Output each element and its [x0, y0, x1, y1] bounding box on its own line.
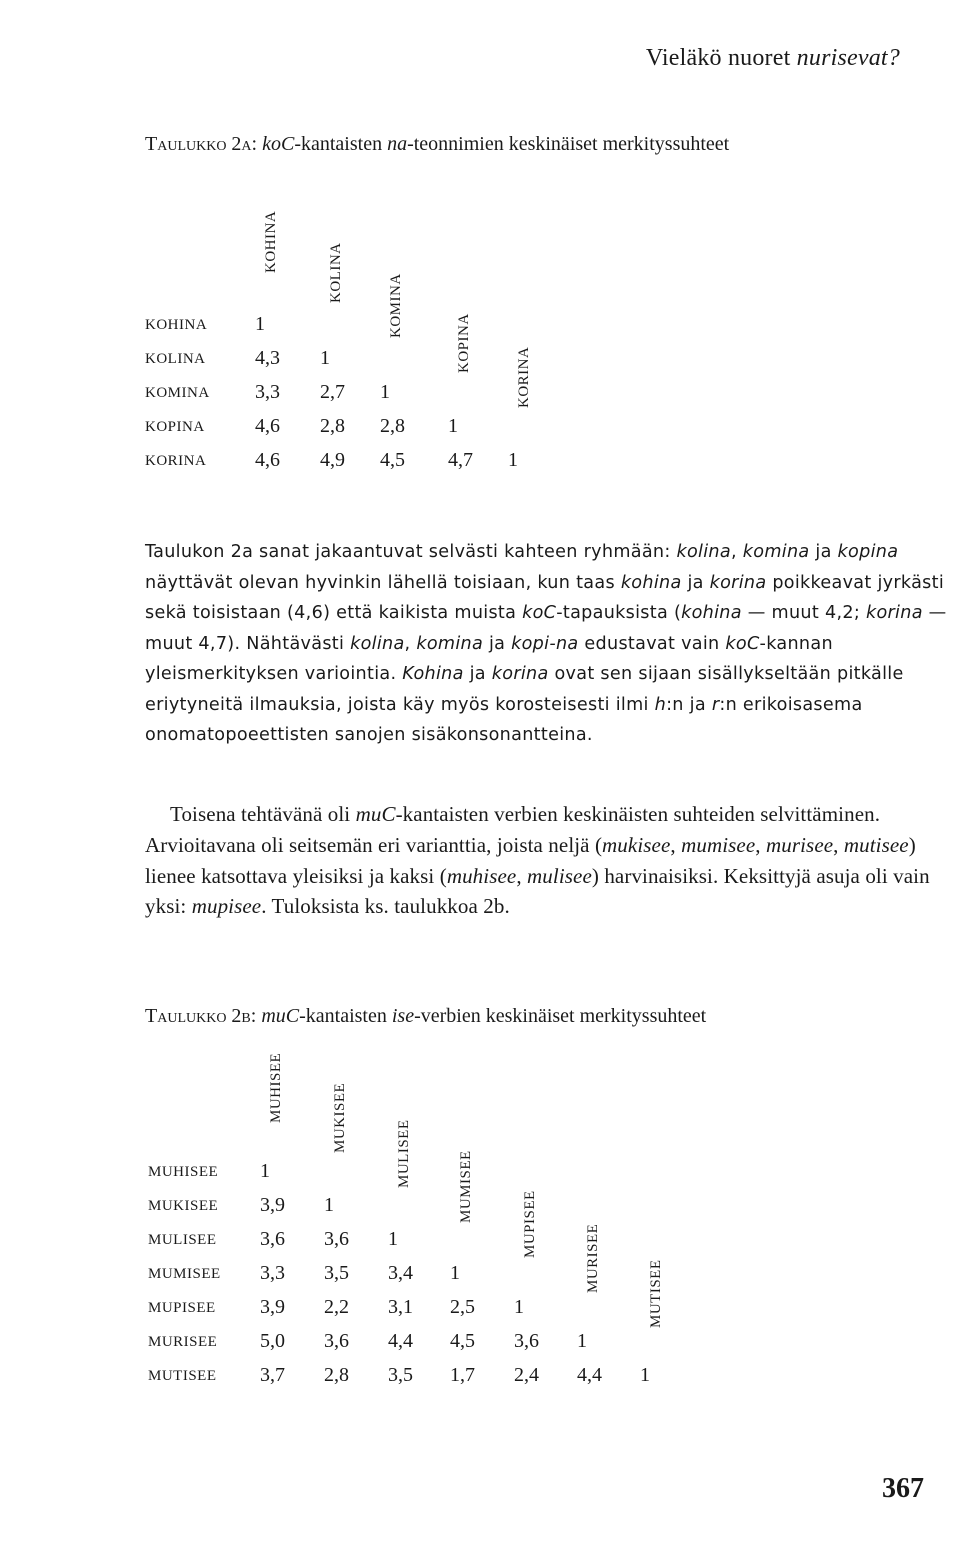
row-label: MUMISEE [148, 1266, 221, 1282]
matrix-cell: 3,5 [388, 1364, 413, 1386]
column-header: KOMINA [388, 273, 404, 338]
text-run: poikkeavat jyrkästi sekä toisistaan (4,6) että kaikista muista [145, 572, 945, 623]
table-2b-label: Taulukko 2b: [145, 1005, 257, 1027]
column-header: MUMISEE [458, 1150, 474, 1223]
text-run: , [833, 832, 844, 857]
text-run: , [755, 832, 766, 857]
text-run: h [654, 694, 667, 715]
matrix-cell: 4,4 [577, 1364, 602, 1386]
matrix-cell: 1 [448, 415, 458, 437]
row-label: KOPINA [145, 419, 205, 435]
text-run: , [670, 832, 682, 857]
text-run: kohina [620, 572, 682, 593]
table-2b-caption-mid: -kantaisten [299, 1005, 392, 1027]
matrix-cell: 3,6 [514, 1330, 539, 1352]
matrix-cell: 1 [640, 1364, 650, 1386]
matrix-cell: 2,8 [324, 1364, 349, 1386]
matrix-cell: 1 [514, 1296, 524, 1318]
column-header: MUPISEE [522, 1190, 538, 1258]
text-run: ) lienee katsottava yleisiksi ja kaksi ( [145, 832, 916, 888]
matrix-cell: 2,7 [320, 381, 345, 403]
page-number: 367 [882, 1473, 924, 1504]
table-2b-caption-ise: ise [391, 1005, 415, 1027]
text-run: ja [483, 633, 512, 654]
text-run: ja [809, 542, 838, 562]
text-run: koC [522, 603, 557, 623]
column-header: MULISEE [396, 1119, 412, 1188]
matrix-cell: 3,4 [388, 1262, 413, 1284]
paragraph-1 [145, 537, 955, 751]
column-header: KORINA [516, 346, 532, 408]
matrix-cell: 3,6 [260, 1228, 285, 1250]
matrix-cell: 3,6 [324, 1330, 349, 1352]
text-run: -kantaisten verbien keskinäisten suhteiden selvittäminen. Arvioitavana oli seitsemän eri varianttia, joista neljä ( [145, 802, 881, 857]
text-run: :n erikoisasema onomatopoeettisten sanojen sisäkonsonantteina. [145, 694, 863, 745]
text-run: kolina [350, 633, 405, 654]
matrix-cell: 4,6 [255, 449, 280, 471]
paragraph-2 [145, 799, 955, 922]
matrix-cell: 2,2 [324, 1296, 349, 1318]
text-run: Taulukon 2a sanat jakaantuvat selvästi kahteen ryhmään: [145, 542, 677, 562]
matrix-cell: 1,7 [450, 1364, 475, 1386]
matrix-cell: 3,1 [388, 1296, 413, 1318]
text-run: muC [355, 802, 396, 826]
running-header [646, 45, 900, 72]
matrix-cell: 2,5 [450, 1296, 475, 1318]
text-run: kolina [676, 542, 731, 562]
matrix-cell: 1 [255, 313, 265, 335]
text-run: Kohina [402, 664, 464, 684]
column-header: MUTISEE [648, 1259, 664, 1328]
matrix-cell: 4,4 [388, 1330, 413, 1352]
row-label: KOLINA [145, 351, 206, 367]
text-run: Toisena tehtävänä oli [170, 802, 356, 826]
matrix-cell: 5,0 [260, 1330, 285, 1352]
matrix-cell: 3,9 [260, 1194, 285, 1216]
matrix-cell: 3,7 [260, 1364, 285, 1386]
column-header: MUHISEE [268, 1052, 284, 1123]
text-run: muhisee [446, 863, 517, 888]
matrix-cell: 3,9 [260, 1296, 285, 1318]
text-run: -tapauksista ( [556, 603, 682, 623]
matrix-cell: 2,8 [380, 415, 405, 437]
matrix-cell: 3,6 [324, 1228, 349, 1250]
matrix-cell: 3,3 [260, 1262, 285, 1284]
running-title-italic: nurisevat? [796, 45, 900, 71]
text-run: korina [865, 603, 923, 623]
text-run: mukisee [602, 832, 671, 857]
table-2a-caption-na: na [387, 133, 408, 155]
table-2b-caption [145, 1005, 706, 1028]
text-run: koC [725, 633, 760, 654]
text-run: — muut 4,2; [741, 603, 866, 623]
text-run: r [711, 694, 720, 715]
matrix-cell: 4,9 [320, 449, 345, 471]
text-run: komina [416, 633, 484, 654]
row-label: MUHISEE [148, 1164, 219, 1180]
row-label: MURISEE [148, 1334, 218, 1350]
matrix-cell: 4,5 [380, 449, 405, 471]
row-label: KOMINA [145, 385, 210, 401]
text-run: , [404, 633, 417, 654]
text-run: -kannan yleismerkityksen variointia. [145, 633, 833, 684]
text-run: murisee [765, 832, 834, 857]
row-label: MULISEE [148, 1232, 217, 1248]
table-2a-caption-koc: koC [262, 133, 295, 155]
running-title: Vieläkö nuoret [645, 45, 797, 71]
row-label: KOHINA [145, 317, 208, 333]
table-2a-label: Taulukko 2a: [145, 133, 258, 155]
row-label: KORINA [145, 453, 207, 469]
text-run: edustavat vain [578, 633, 726, 654]
row-label: MUTISEE [148, 1368, 217, 1384]
matrix-cell: 1 [450, 1262, 460, 1284]
column-header: MURISEE [585, 1223, 601, 1293]
text-run: komina [742, 542, 810, 562]
text-run: mulisee [527, 863, 592, 888]
text-run: korina [709, 572, 767, 593]
text-run: . Tuloksista ks. taulukkoa 2b. [261, 894, 510, 919]
table-2a-caption-rest: -teonnimien keskinäiset merkityssuhteet [407, 133, 730, 155]
table-2b-caption-muc: muC [261, 1005, 300, 1027]
matrix-cell: 4,6 [255, 415, 280, 437]
text-run: ovat sen sijaan sisällykseltään pitkälle eriytyneitä ilmauksia, joista käy myös korosteisesti ilmi [145, 664, 904, 715]
column-header: MUKISEE [332, 1082, 348, 1153]
matrix-cell: 1 [388, 1228, 398, 1250]
text-run: ) harvinaisiksi. Keksittyjä asuja oli vain yksi: [145, 863, 930, 919]
matrix-cell: 1 [324, 1194, 334, 1216]
text-run: kopi-na [511, 633, 579, 654]
text-run: ja [463, 664, 492, 684]
matrix-cell: 3,3 [255, 381, 280, 403]
matrix-cell: 1 [508, 449, 518, 471]
table-2a-caption-mid: -kantaisten [294, 133, 388, 155]
text-run: kopina [837, 542, 899, 562]
text-run: kohina [681, 603, 742, 623]
column-header: KOLINA [328, 242, 344, 303]
matrix-cell: 4,3 [255, 347, 280, 369]
matrix-cell: 1 [320, 347, 330, 369]
row-label: MUPISEE [148, 1300, 216, 1316]
text-run: korina [491, 664, 549, 684]
table-2a-caption [145, 133, 729, 156]
text-run: , [516, 863, 528, 888]
text-run: , [730, 542, 743, 562]
matrix-cell: 1 [260, 1160, 270, 1182]
matrix-cell: 2,4 [514, 1364, 539, 1386]
row-label: MUKISEE [148, 1198, 219, 1214]
text-run: :n ja [666, 694, 712, 715]
matrix-cell: 3,5 [324, 1262, 349, 1284]
column-header: KOPINA [456, 313, 472, 373]
text-run: mutisee [843, 832, 909, 857]
text-run: mupisee [191, 894, 262, 919]
matrix-cell: 1 [380, 381, 390, 403]
matrix-cell: 4,5 [450, 1330, 475, 1352]
text-run: mumisee [681, 832, 756, 857]
text-run: ja [681, 572, 710, 593]
matrix-cell: 2,8 [320, 415, 345, 437]
text-run: näyttävät olevan hyvinkin lähellä toisiaan, kun taas [145, 572, 621, 593]
text-run: — muut 4,7). Nähtävästi [145, 603, 947, 654]
column-header: KOHINA [263, 210, 279, 273]
matrix-cell: 4,7 [448, 449, 473, 471]
matrix-cell: 1 [577, 1330, 587, 1352]
table-2b-caption-rest: -verbien keskinäiset merkityssuhteet [414, 1005, 707, 1027]
